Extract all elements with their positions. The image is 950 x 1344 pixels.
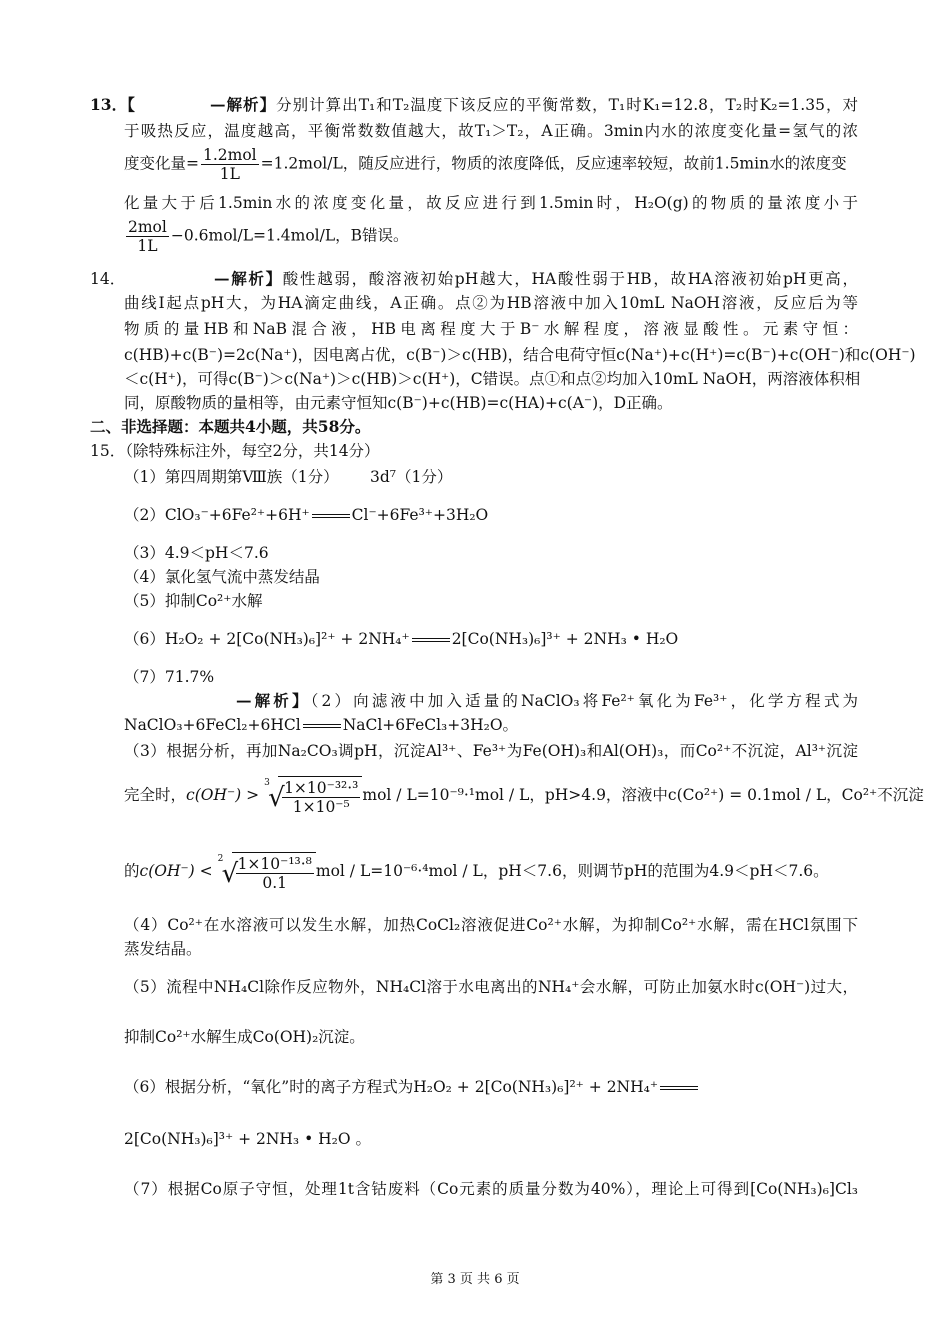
fraction-2: $\frac{\text{2mol}}{1L}$ [128, 218, 167, 255]
q15-answer-2: （2）ClO₃⁻+6Fe²⁺+6H⁺ Cl⁻+6Fe³⁺+3H₂O [124, 506, 489, 524]
equals-sign [303, 724, 341, 728]
q15-analysis-3: （3）根据分析，再加Na₂CO₃调pH，沉淀Al³⁺、Fe³⁺为Fe(OH)₃和Al(OH)₃，而Co²⁺不沉淀，Al³⁺沉淀 [124, 742, 858, 760]
q14-line-3: 物质的量HB和NaB混合液，HB电离程度大于B⁻水解程度，溶液显酸性。元素守恒： [124, 320, 858, 338]
q15-answer-1: （1）第四周期第Ⅷ族（1分） [124, 468, 339, 486]
q15-analysis-6: （6）根据分析，“氧化”时的离子方程式为H₂O₂ + 2[Co(NH₃)₆]²⁺ + 2NH₄⁺ [124, 1076, 700, 1098]
q13-line-1: —解析】分别计算出T₁和T₂温度下该反应的平衡常数，T₁时K₁=12.8，T₂时K₂=1.35，对 [210, 95, 858, 114]
q13-line-2: 于吸热反应，温度越高，平衡常数数值越大，故T₁＞T₂，A正确。3min内水的浓度变化量=氢气的浓 [124, 122, 858, 140]
q13-line-4: 化量大于后1.5min水的浓度变化量，故反应进行到1.5min时，H₂O(g)的物质的量浓度小于 [124, 194, 858, 212]
q15-analysis-5b: 抑制Co²⁺水解生成Co(OH)₂沉淀。 [124, 1028, 365, 1046]
q15-analysis-6b: 2[Co(NH₃)₆]³⁺ + 2NH₃ • H₂O 。 [124, 1130, 372, 1148]
equals-sign [660, 1086, 698, 1090]
q15-answer-3: （3）4.9＜pH＜7.6 [124, 544, 269, 562]
q15-analysis-2b: NaClO₃+6FeCl₂+6HCl NaCl+6FeCl₃+3H₂O。 [124, 716, 519, 734]
equals-sign [312, 514, 350, 518]
q14-line-6: 同，原酸物质的量相等，由元素守恒知c(B⁻)+c(HB)=c(HA)+c(A⁻)，D正确。 [124, 394, 673, 412]
q15-analysis-2: —解析】（2）向滤液中加入适量的NaClO₃将Fe²⁺氧化为Fe³⁺，化学方程式为 [236, 691, 858, 710]
q13-number: 13．【 [90, 95, 135, 114]
equals-sign [412, 638, 450, 642]
cube-root: 3 √ $\frac{\text{1×10⁻³²·³}}{\text{1×10⁻⁵}}$ [264, 776, 362, 816]
q14-line-1: —解析】酸性越弱，酸溶液初始pH越大，HA酸性弱于HB，故HA溶液初始pH更高， [214, 269, 858, 288]
analysis-tag: —解析】 [236, 691, 311, 710]
q15-analysis-3c: 的c(OH⁻) < 2 √ $\frac{\text{1×10⁻¹³·⁸}}{0.1}$ mol / L=10⁻⁶·⁴mol / L，pH＜7.6，则调节pH的范围为4.9＜pH＜7.6。 [124, 854, 829, 892]
q14-number: 14． [90, 270, 126, 288]
q13-line-5: $\frac{\text{2mol}}{1L}$ −0.6mol/L=1.4mol/L，B错误。 [128, 218, 409, 255]
fraction-1: $\frac{\text{1.2mol}}{1L}$ [203, 146, 257, 183]
square-root: 2 √ $\frac{\text{1×10⁻¹³·⁸}}{0.1}$ [218, 852, 316, 892]
q15-analysis-4b: 蒸发结晶。 [124, 940, 202, 958]
q15-analysis-5: （5）流程中NH₄Cl除作反应物外，NH₄Cl溶于水电离出的NH₄⁺会水解，可防止加氨水时c(OH⁻)过大， [124, 978, 858, 996]
q15-analysis-4: （4）Co²⁺在水溶液可以发生水解，加热CoCl₂溶液促进Co²⁺水解，为抑制Co²⁺水解，需在HCl氛围下 [124, 916, 858, 934]
q15-answer-7: （7）71.7% [124, 668, 215, 686]
analysis-tag: —解析】 [214, 269, 283, 288]
q15-answer-1b: 3d⁷（1分） [370, 468, 453, 486]
q15-analysis-3b: 完全时，c(OH⁻) > 3 √ $\frac{\text{1×10⁻³²·³}}{\text{1×10⁻⁵}}$ mol / L=10⁻⁹·¹mol / L，pH>4.9，溶液中c(Co²⁺) = 0.1mol / L，Co²⁺不沉淀 [124, 778, 924, 816]
q14-line-5: ＜c(H⁺)，可得c(B⁻)＞c(Na⁺)＞c(HB)＞c(H⁺)，C错误。点①和点②均加入10mL NaOH，两溶液体积相 [124, 370, 861, 388]
section-2-heading: 二、非选择题：本题共4小题，共58分。 [90, 417, 371, 436]
q15-heading: 15．（除特殊标注外，每空2分，共14分） [90, 442, 380, 460]
q15-answer-6: （6）H₂O₂ + 2[Co(NH₃)₆]²⁺ + 2NH₄⁺ 2[Co(NH₃)₆]³⁺ + 2NH₃ • H₂O [124, 630, 679, 648]
q14-line-4: c(HB)+c(B⁻)=2c(Na⁺)，因电离占优，c(B⁻)＞c(HB)，结合电荷守恒c(Na⁺)+c(H⁺)=c(B⁻)+c(OH⁻)和c(OH⁻) [124, 346, 916, 364]
q15-analysis-7: （7）根据Co原子守恒，处理1t含钴废料（Co元素的质量分数为40%），理论上可得到[Co(NH₃)₆]Cl₃ [124, 1180, 858, 1198]
q13-line-3: 度变化量= $\frac{\text{1.2mol}}{1L}$ =1.2mol/L，随反应进行，物质的浓度降低，反应速率较短，故前1.5min水的浓度变 [124, 146, 847, 183]
q15-answer-4: （4）氯化氢气流中蒸发结晶 [124, 568, 320, 586]
q15-answer-5: （5）抑制Co²⁺水解 [124, 592, 263, 610]
analysis-tag: —解析】 [210, 95, 277, 114]
q14-line-2: 曲线Ⅰ起点pH大，为HA滴定曲线，A正确。点②为HB溶液中加入10mL NaOH溶液，反应后为等 [124, 294, 858, 312]
page-footer: 第 3 页 共 6 页 [430, 1272, 520, 1287]
